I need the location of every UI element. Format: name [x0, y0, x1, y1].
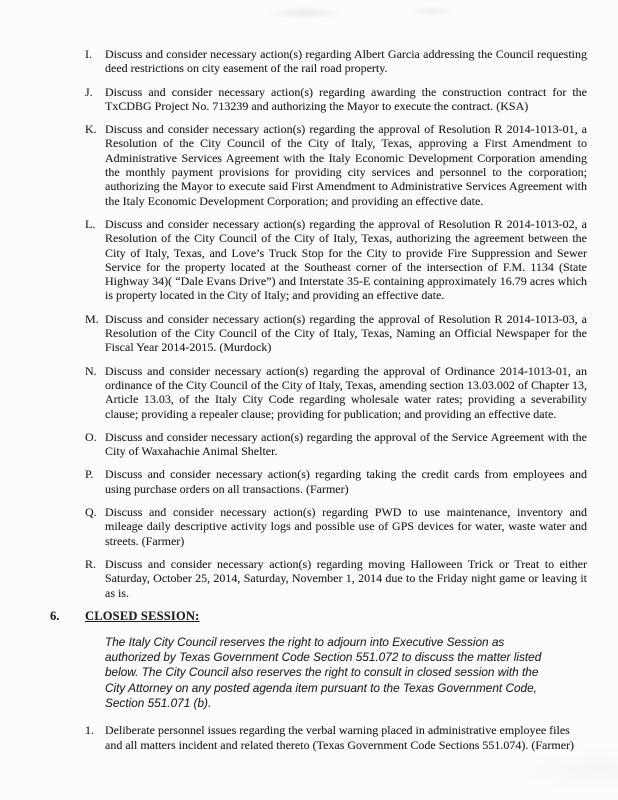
agenda-item-m [85, 312, 587, 355]
closed-session-item-number: 1. [85, 723, 94, 738]
item-text: Discuss and consider necessary action(s) regarding the approval of Resolution R 2014-1013-02, a Resolution of the City Council of the City of Italy, Texas, authorizing the agreement between the City of Italy, Texas, and Love’s Truck Stop for the City to provide Fire Suppression and Sewer Service for the property located at the Southeast corner of the intersection of F.M. 1134 (State Highway 34)( “Dale Evans Drive”) and Interstate 35-E containing approximately 16.79 acres which is property located in the City of Italy; and providing an effective date. [105, 216, 587, 303]
item-letter: I. [85, 47, 92, 61]
closed-session-item [85, 723, 587, 752]
item-text: Discuss and consider necessary action(s) regarding Albert Garcia addressing the Council requesting deed restrictions on city easement of the rail road property. [105, 47, 587, 76]
item-text: Discuss and consider necessary action(s) regarding taking the credit cards from employees and using purchase orders on all transactions. (Farmer) [105, 467, 587, 496]
item-text: Discuss and consider necessary action(s) regarding the approval of Ordinance 2014-1013-01, an ordinance of the City Council of the City of Italy, Texas, amending section 13.03.002 of Chapter 13, Article 13.03, of the Italy City Code regarding wholesale water rates; providing a severability clause; providing a repealer clause; providing for publication; and providing an effective date. [105, 363, 587, 421]
item-letter: P. [85, 467, 94, 482]
item-text: Discuss and consider necessary action(s) regarding the approval of the Service Agreement with the City of Waxahachie Animal Shelter. [105, 429, 587, 459]
agenda-item-p [85, 467, 587, 496]
agenda-item-r [85, 557, 587, 600]
page-content [50, 47, 587, 752]
item-text: Discuss and consider necessary action(s) regarding PWD to use maintenance, inventory and mileage daily descriptive activity logs and possible use of GPS devices for water, waste water and streets. (Farmer) [105, 505, 587, 548]
item-letter: O. [85, 429, 97, 444]
item-letter: J. [85, 84, 93, 99]
closed-session-notice: The Italy City Council reserves the right to adjourn into Executive Session as authorized by Texas Government Code Section 551.072 to discuss the matter listed below. The City Council also reserves the right to consult in closed session with the City Attorney on any posted agenda item pursuant to the Texas Government Code, Section 551.071 (b). [105, 634, 542, 710]
item-text: Discuss and consider necessary action(s) regarding the approval of Resolution R 2014-1013-01, a Resolution of the City Council of the City of Italy, Texas, approving a First Amendment to Administrative Services Agreement with the Italy Economic Development Corporation amending the monthly payment provisions for providing city services and personnel to the corporation; authorizing the Mayor to execute said First Amendment to Administrative Services Agreement with the Italy Economic Development Corporation; and providing an effective date. [105, 122, 587, 208]
item-letter: M. [85, 311, 99, 326]
closed-session-heading-row [50, 609, 587, 624]
item-letter: Q. [85, 505, 97, 520]
item-text: Discuss and consider necessary action(s) regarding the approval of Resolution R 2014-1013-03, a Resolution of the City Council of the City of Italy, Texas, Naming an Official Newspaper for the Fiscal Year 2014-2015. (Murdock) [105, 311, 587, 355]
agenda-item-l [85, 217, 587, 303]
agenda-item-list [50, 47, 587, 600]
agenda-item-q [85, 505, 587, 548]
closed-session-number: 6. [50, 608, 60, 623]
closed-session-heading: CLOSED SESSION: [85, 608, 200, 623]
item-text: Discuss and consider necessary action(s) regarding moving Halloween Trick or Treat to either Saturday, October 25, 2014, Saturday, November 1, 2014 due to the Friday night game or leaving it as is. [105, 556, 587, 600]
agenda-item-n [85, 364, 587, 421]
item-text: Discuss and consider necessary action(s) regarding awarding the construction contract for the TxCDBG Project No. 713239 and authorizing the Mayor to execute the contract. (KSA) [105, 84, 587, 113]
agenda-item-j [85, 85, 587, 114]
item-letter: L. [85, 216, 96, 231]
agenda-item-o [85, 430, 587, 459]
item-letter: R. [85, 556, 97, 571]
item-letter: K. [85, 122, 97, 137]
closed-session-item-text: Deliberate personnel issues regarding the verbal warning placed in administrative employee files and all matters incident and related thereto (Texas Government Code Sections 551.074). (Farmer) [105, 723, 575, 752]
agenda-item-i [85, 47, 587, 76]
item-letter: N. [85, 363, 97, 378]
agenda-item-k [85, 122, 587, 208]
